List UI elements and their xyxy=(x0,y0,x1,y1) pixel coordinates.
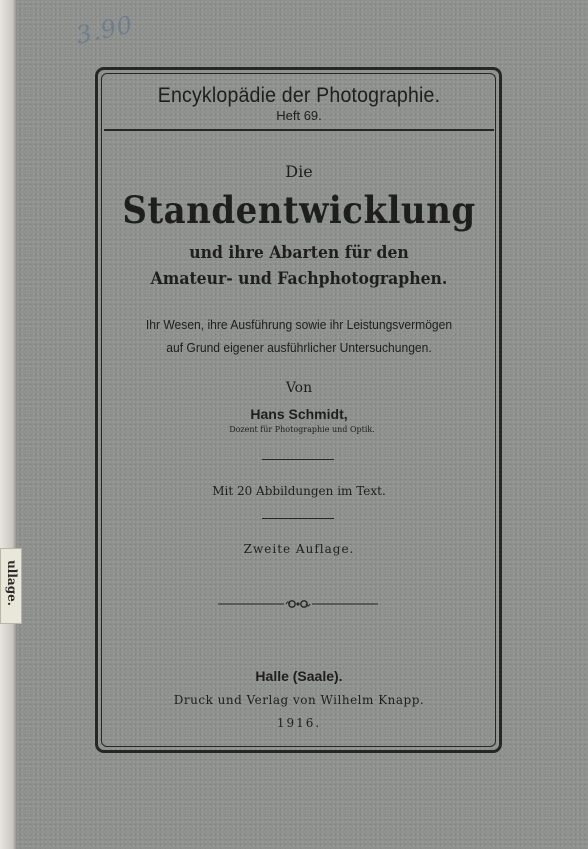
spine-label xyxy=(0,548,22,624)
spine-label-text: ullage. xyxy=(5,560,19,606)
series-title: Encyklopädie der Photographie. xyxy=(157,84,441,107)
handwritten-price-note: 3.90 xyxy=(73,10,136,50)
divider-rule xyxy=(262,459,334,460)
description-line-2: auf Grund eigener ausführlicher Untersuchungen. xyxy=(166,340,432,355)
author-by: Von xyxy=(285,380,313,396)
illustrations-note: Mit 20 Abbildungen im Text. xyxy=(212,484,386,498)
description-line-1: Ihr Wesen, ihre Ausführung sowie ihr Leistungsvermögen xyxy=(145,317,453,332)
subtitle-line-2: Amateur- und Fachphotographen. xyxy=(150,269,448,289)
title-article: Die xyxy=(285,162,313,181)
series-issue: Heft 69. xyxy=(276,108,322,123)
imprint-place: Halle (Saale). xyxy=(255,668,343,684)
imprint-year: 1916. xyxy=(276,716,322,730)
imprint-publisher: Druck und Verlag von Wilhelm Knapp. xyxy=(173,693,425,707)
main-title: Standentwicklung xyxy=(122,188,476,232)
author-role: Dozent für Photographie und Optik. xyxy=(229,425,375,434)
subtitle-line-1: und ihre Abarten für den xyxy=(189,243,409,263)
author-name: Hans Schmidt, xyxy=(250,406,348,422)
ornament-divider xyxy=(218,594,378,614)
divider-rule xyxy=(262,518,334,519)
edition-note: Zweite Auflage. xyxy=(243,542,355,556)
header-rule xyxy=(104,129,494,131)
